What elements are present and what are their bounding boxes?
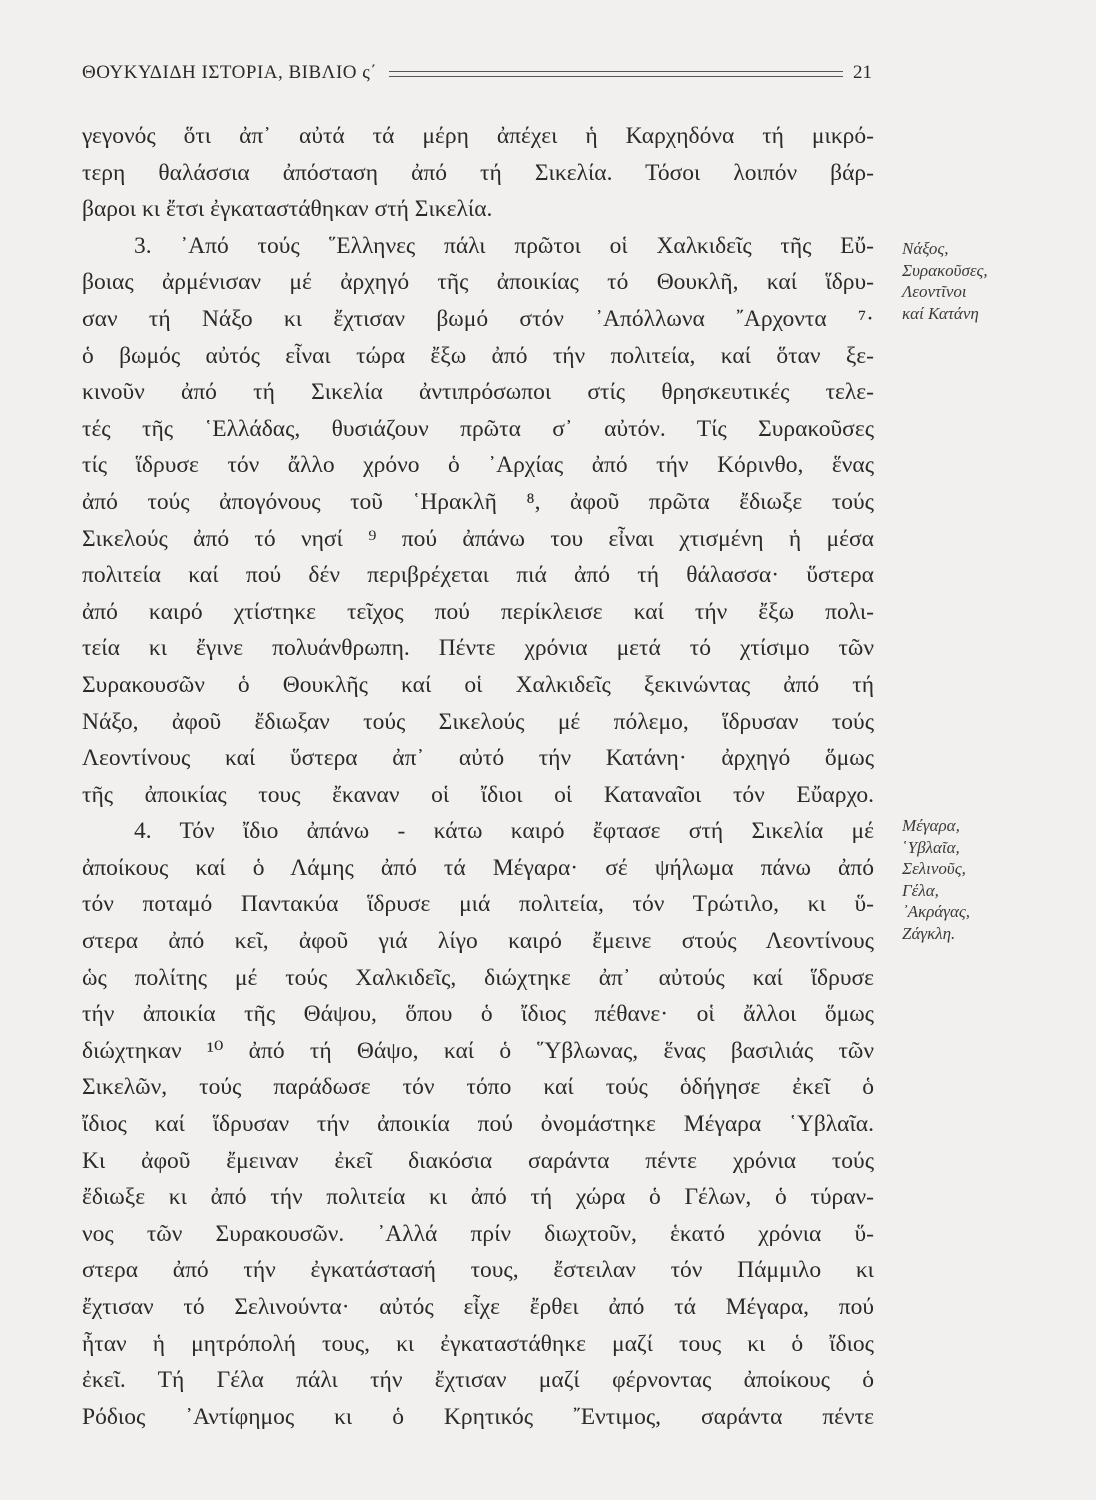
text-line: Ρόδιος ᾽Αντίφημος κι ὁ Κρητικός ῎Εντιμος, σαράντα πέντε bbox=[82, 1403, 874, 1430]
text-line: Συρακουσῶν ὁ Θουκλῆς καί οἱ Χαλκιδεῖς ξεκινώντας ἀπό τή bbox=[82, 671, 874, 698]
text-line: γεγονός ὅτι ἀπ᾽ αὐτά τά μέρη ἀπέχει ἡ Καρχηδόνα τή μικρό- bbox=[82, 123, 874, 149]
margin-note-line: ᾽Ακράγας, bbox=[902, 902, 971, 921]
running-head: ΘΟΥΚΥΔΙΔΗ ΙΣΤΟΡΙΑ, ΒΙΒΛΙΟ ς΄ bbox=[82, 62, 378, 83]
text-line: Νάξο, ἀφοῦ ἔδιωξαν τούς Σικελούς μέ πόλεμο, ἵδρυσαν τούς bbox=[82, 708, 874, 735]
text-line: τῆς ἀποικίας τους ἔκαναν οἱ ἴδιοι οἱ Καταναῖοι τόν Εὔαρχο. bbox=[82, 781, 874, 808]
text-line: διώχτηκαν ¹⁰ ἀπό τή Θάψο, καί ὁ ῞Υβλωνας, ἕνας βασιλιάς τῶν bbox=[82, 1037, 874, 1064]
text-line: Κι ἀφοῦ ἔμειναν ἐκεῖ διακόσια σαράντα πέντε χρόνια τούς bbox=[82, 1147, 874, 1174]
text-line: νος τῶν Συρακουσῶν. ᾽Αλλά πρίν διωχτοῦν, ἑκατό χρόνια ὕ- bbox=[82, 1220, 874, 1247]
text-line: στερα ἀπό κεῖ, ἀφοῦ γιά λίγο καιρό ἔμεινε στούς Λεοντίνους bbox=[82, 928, 874, 955]
margin-note-line: Σελινοῦς, bbox=[902, 859, 966, 878]
margin-note-line: Μέγαρα, bbox=[902, 816, 960, 835]
text-line: τεία κι ἔγινε πολυάνθρωπη. Πέντε χρόνια μετά τό χτίσιμο τῶν bbox=[82, 635, 874, 662]
text-line: σαν τή Νάξο κι ἔχτισαν βωμό στόν ᾽Απόλλωνα ῎Αρχοντα ⁷· bbox=[82, 305, 874, 332]
margin-note-line: καί Κατάνη bbox=[902, 303, 979, 323]
text-line: ἀποίκους καί ὁ Λάμης ἀπό τά Μέγαρα· σέ ψήλωμα πάνω ἀπό bbox=[82, 854, 874, 881]
text-line: ἐκεῖ. Τή Γέλα πάλι τήν ἔχτισαν μαζί φέρνοντας ἀποίκους ὁ bbox=[82, 1367, 874, 1394]
text-line: τερη θαλάσσια ἀπόσταση ἀπό τή Σικελία. Τόσοι λοιπόν βάρ- bbox=[82, 159, 874, 186]
margin-note-megara bbox=[902, 815, 970, 944]
margin-note-line: Γέλα, bbox=[902, 880, 939, 900]
margin-note-line: Συρακοῦσες, bbox=[902, 260, 988, 280]
text-line: Σικελούς ἀπό τό νησί ⁹ πού ἀπάνω του εἶναι χτισμένη ἡ μέσα bbox=[82, 525, 874, 552]
text-line: ἴδιος καί ἵδρυσαν τήν ἀποικία πού ὀνομάστηκε Μέγαρα ῾Υβλαῖα. bbox=[82, 1111, 874, 1138]
page-number: 21 bbox=[853, 62, 872, 83]
margin-note-line: Νάξος, bbox=[902, 239, 949, 258]
body-text bbox=[82, 118, 874, 1435]
paragraph-3-start: 3. ᾽Από τούς ῞Ελληνες πάλι πρῶτοι οἱ Χαλκιδεῖς τῆς Εὔ- bbox=[134, 232, 874, 259]
text-line: Σικελῶν, τούς παράδωσε τόν τόπο καί τούς ὁδήγησε ἐκεῖ ὁ bbox=[82, 1074, 874, 1101]
page-header bbox=[82, 60, 872, 86]
text-line: βοιας ἀρμένισαν μέ ἀρχηγό τῆς ἀποικίας τό Θουκλῆ, καί ἵδρυ- bbox=[82, 269, 874, 296]
text-line: στερα ἀπό τήν ἐγκατάστασή τους, ἔστειλαν τόν Πάμμιλο κι bbox=[82, 1257, 874, 1284]
text-line: ὡς πολίτης μέ τούς Χαλκιδεῖς, διώχτηκε ἀπ᾽ αὐτούς καί ἵδρυσε bbox=[82, 964, 874, 991]
margin-note-line: Ζάγκλη. bbox=[902, 923, 956, 943]
margin-note-line: Λεοντῖνοι bbox=[902, 282, 967, 301]
text-line: ὁ βωμός αὐτός εἶναι τώρα ἔξω ἀπό τήν πολιτεία, καί ὅταν ξε- bbox=[82, 342, 874, 369]
text-line: ἦταν ἡ μητρόπολή τους, κι ἐγκαταστάθηκε μαζί τους κι ὁ ἴδιος bbox=[82, 1330, 874, 1357]
margin-note-naxos bbox=[902, 238, 988, 324]
text-line: ἀπό τούς ἀπογόνους τοῦ ῾Ηρακλῆ ⁸, ἀφοῦ πρῶτα ἔδιωξε τούς bbox=[82, 488, 874, 515]
text-line: τίς ἵδρυσε τόν ἄλλο χρόνο ὁ ᾽Αρχίας ἀπό τήν Κόρινθο, ἕνας bbox=[82, 452, 874, 479]
text-line: βαροι κι ἔτσι ἐγκαταστάθηκαν στή Σικελία. bbox=[82, 196, 493, 223]
margin-note-line: ῾Υβλαῖα, bbox=[902, 837, 960, 857]
text-line: ἔδιωξε κι ἀπό τήν πολιτεία κι ἀπό τή χώρα ὁ Γέλων, ὁ τύραν- bbox=[82, 1184, 874, 1211]
text-line: πολιτεία καί πού δέν περιβρέχεται πιά ἀπό τή θάλασσα· ὕστερα bbox=[82, 562, 874, 589]
text-line: τές τῆς ῾Ελλάδας, θυσιάζουν πρῶτα σ᾽ αὐτόν. Τίς Συρακοῦσες bbox=[82, 415, 874, 442]
text-line: ἔχτισαν τό Σελινούντα· αὐτός εἶχε ἔρθει ἀπό τά Μέγαρα, πού bbox=[82, 1294, 874, 1320]
text-line: ἀπό καιρό χτίστηκε τεῖχος πού περίκλεισε καί τήν ἔξω πολι- bbox=[82, 598, 874, 625]
header-rule bbox=[389, 71, 843, 77]
text-line: κινοῦν ἀπό τή Σικελία ἀντιπρόσωποι στίς θρησκευτικές τελε- bbox=[82, 379, 874, 406]
text-line: τόν ποταμό Παντακύα ἵδρυσε μιά πολιτεία, τόν Τρώτιλο, κι ὕ- bbox=[82, 891, 874, 918]
text-line: Λεοντίνους καί ὕστερα ἀπ᾽ αὐτό τήν Κατάνη· ἀρχηγό ὅμως bbox=[82, 745, 874, 772]
text-line: τήν ἀποικία τῆς Θάψου, ὅπου ὁ ἴδιος πέθανε· οἱ ἄλλοι ὅμως bbox=[82, 1001, 874, 1028]
paragraph-4-start: 4. Τόν ἴδιο ἀπάνω - κάτω καιρό ἔφτασε στή Σικελία μέ bbox=[134, 818, 874, 845]
